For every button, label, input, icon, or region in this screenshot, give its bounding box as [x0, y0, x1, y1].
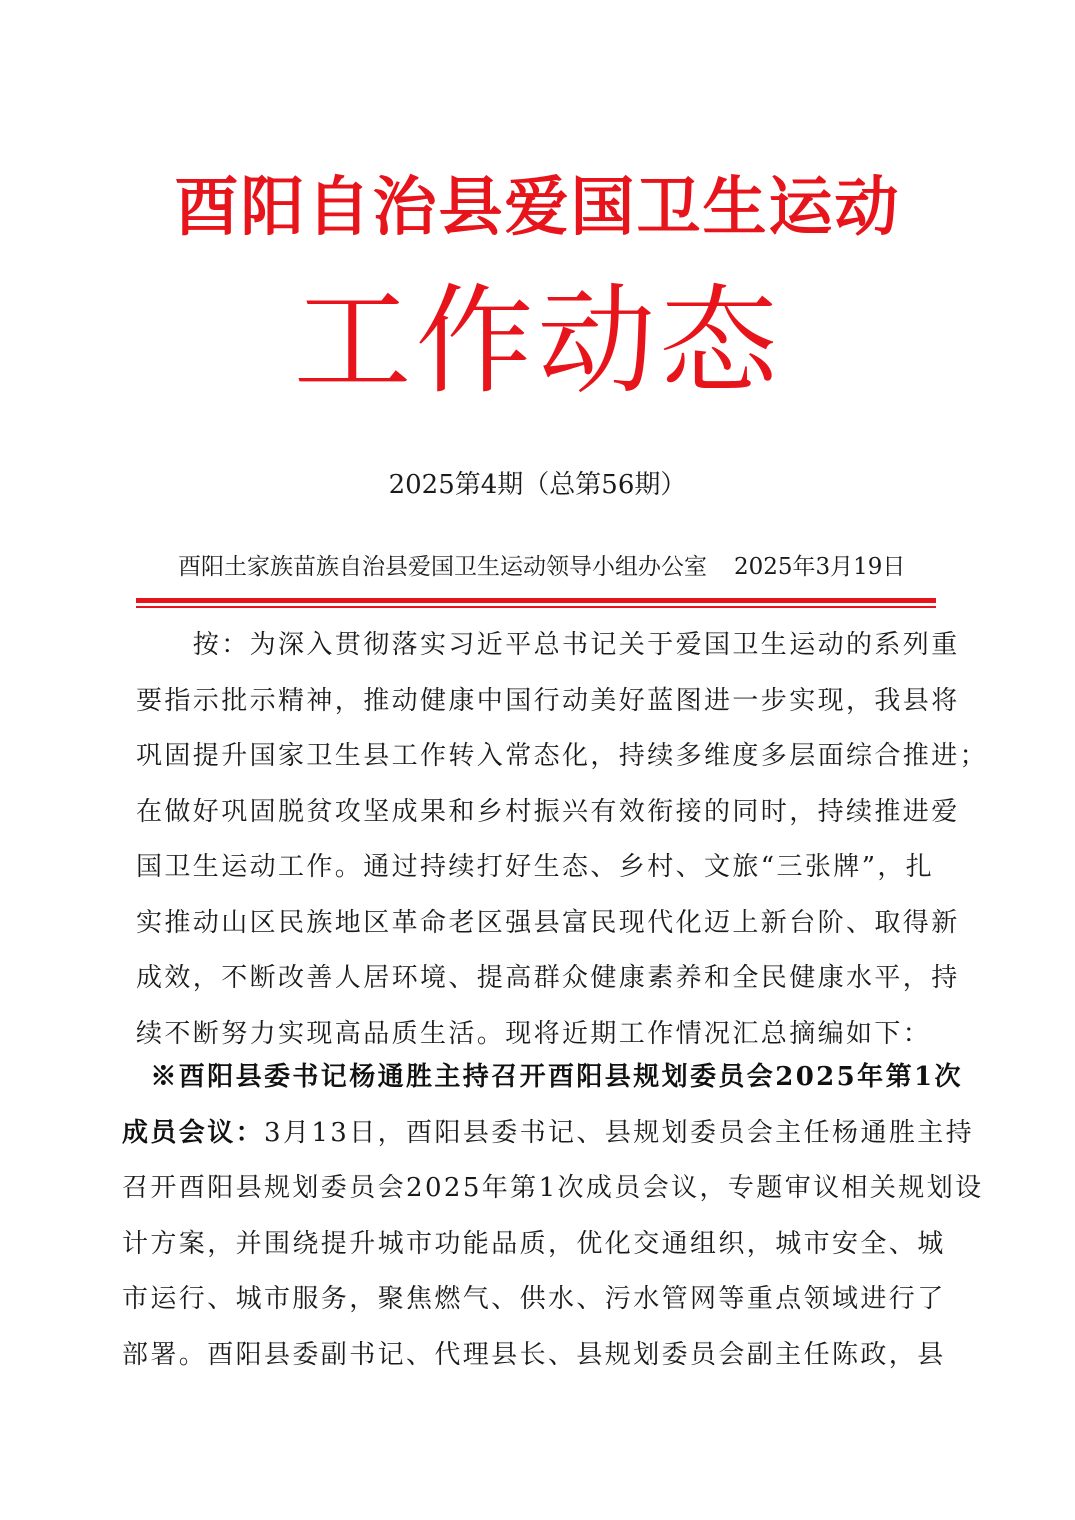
news-first-line	[122, 1106, 975, 1162]
news-headline: ※酉阳县委书记杨通胜主持召开酉阳县规划委员会2025年第1次	[122, 1062, 963, 1092]
publisher-line	[178, 556, 918, 579]
news-body-line: 市运行、城市服务，聚焦燃气、供水、污水管网等重点领域进行了	[122, 1284, 946, 1314]
editor-note-line: 在做好巩固脱贫攻坚成果和乡村振兴有效衔接的同时，持续推进爱	[136, 796, 960, 827]
news-body-line: 部署。酉阳县委副书记、代理县长、县规划委员会副主任陈政，县	[122, 1339, 946, 1370]
red-divider-thin	[136, 606, 936, 608]
news-body-line: 计方案，并围绕提升城市功能品质，优化交通组织，城市安全、城	[122, 1228, 946, 1259]
red-divider-thick	[136, 598, 936, 603]
editor-note-line: 实推动山区民族地区革命老区强县富民现代化迈上新台阶、取得新	[136, 907, 960, 938]
editor-note-line: 巩固提升国家卫生县工作转入常态化，持续多维度多层面综合推进；	[136, 741, 989, 771]
editor-note-line: 成效，不断改善人居环境、提高群众健康素养和全民健康水平，持	[136, 963, 960, 993]
news-body-start: 3月13日，酉阳县委书记、县规划委员会主任杨通胜主持	[264, 1117, 975, 1148]
issue-number: 2025第4期（总第56期）	[388, 470, 687, 500]
editor-note-line: 国卫生运动工作。通过持续打好生态、乡村、文旅“三张牌”，扎	[136, 852, 935, 882]
publisher-org: 酉阳土家族苗族自治县爱国卫生运动领导小组办公室	[178, 554, 707, 580]
editor-note-line: 按：为深入贯彻落实习近平总书记关于爱国卫生运动的系列重	[136, 630, 960, 660]
publish-date: 2025年3月19日	[734, 554, 906, 580]
masthead-title: 酉阳自治县爱国卫生运动	[174, 170, 901, 245]
news-item	[122, 1050, 984, 1383]
masthead-subtitle: 工作动态	[293, 272, 782, 410]
editor-note-line: 要指示批示精神，推动健康中国行动美好蓝图进一步实现，我县将	[136, 685, 960, 716]
editor-note-line: 续不断努力实现高品质生活。现将近期工作情况汇总摘编如下：	[136, 1018, 932, 1049]
news-body-line: 召开酉阳县规划委员会2025年第1次成员会议，专题审议相关规划设	[122, 1173, 984, 1203]
editor-note	[136, 618, 989, 1062]
news-headline-end: 成员会议：	[122, 1117, 265, 1148]
